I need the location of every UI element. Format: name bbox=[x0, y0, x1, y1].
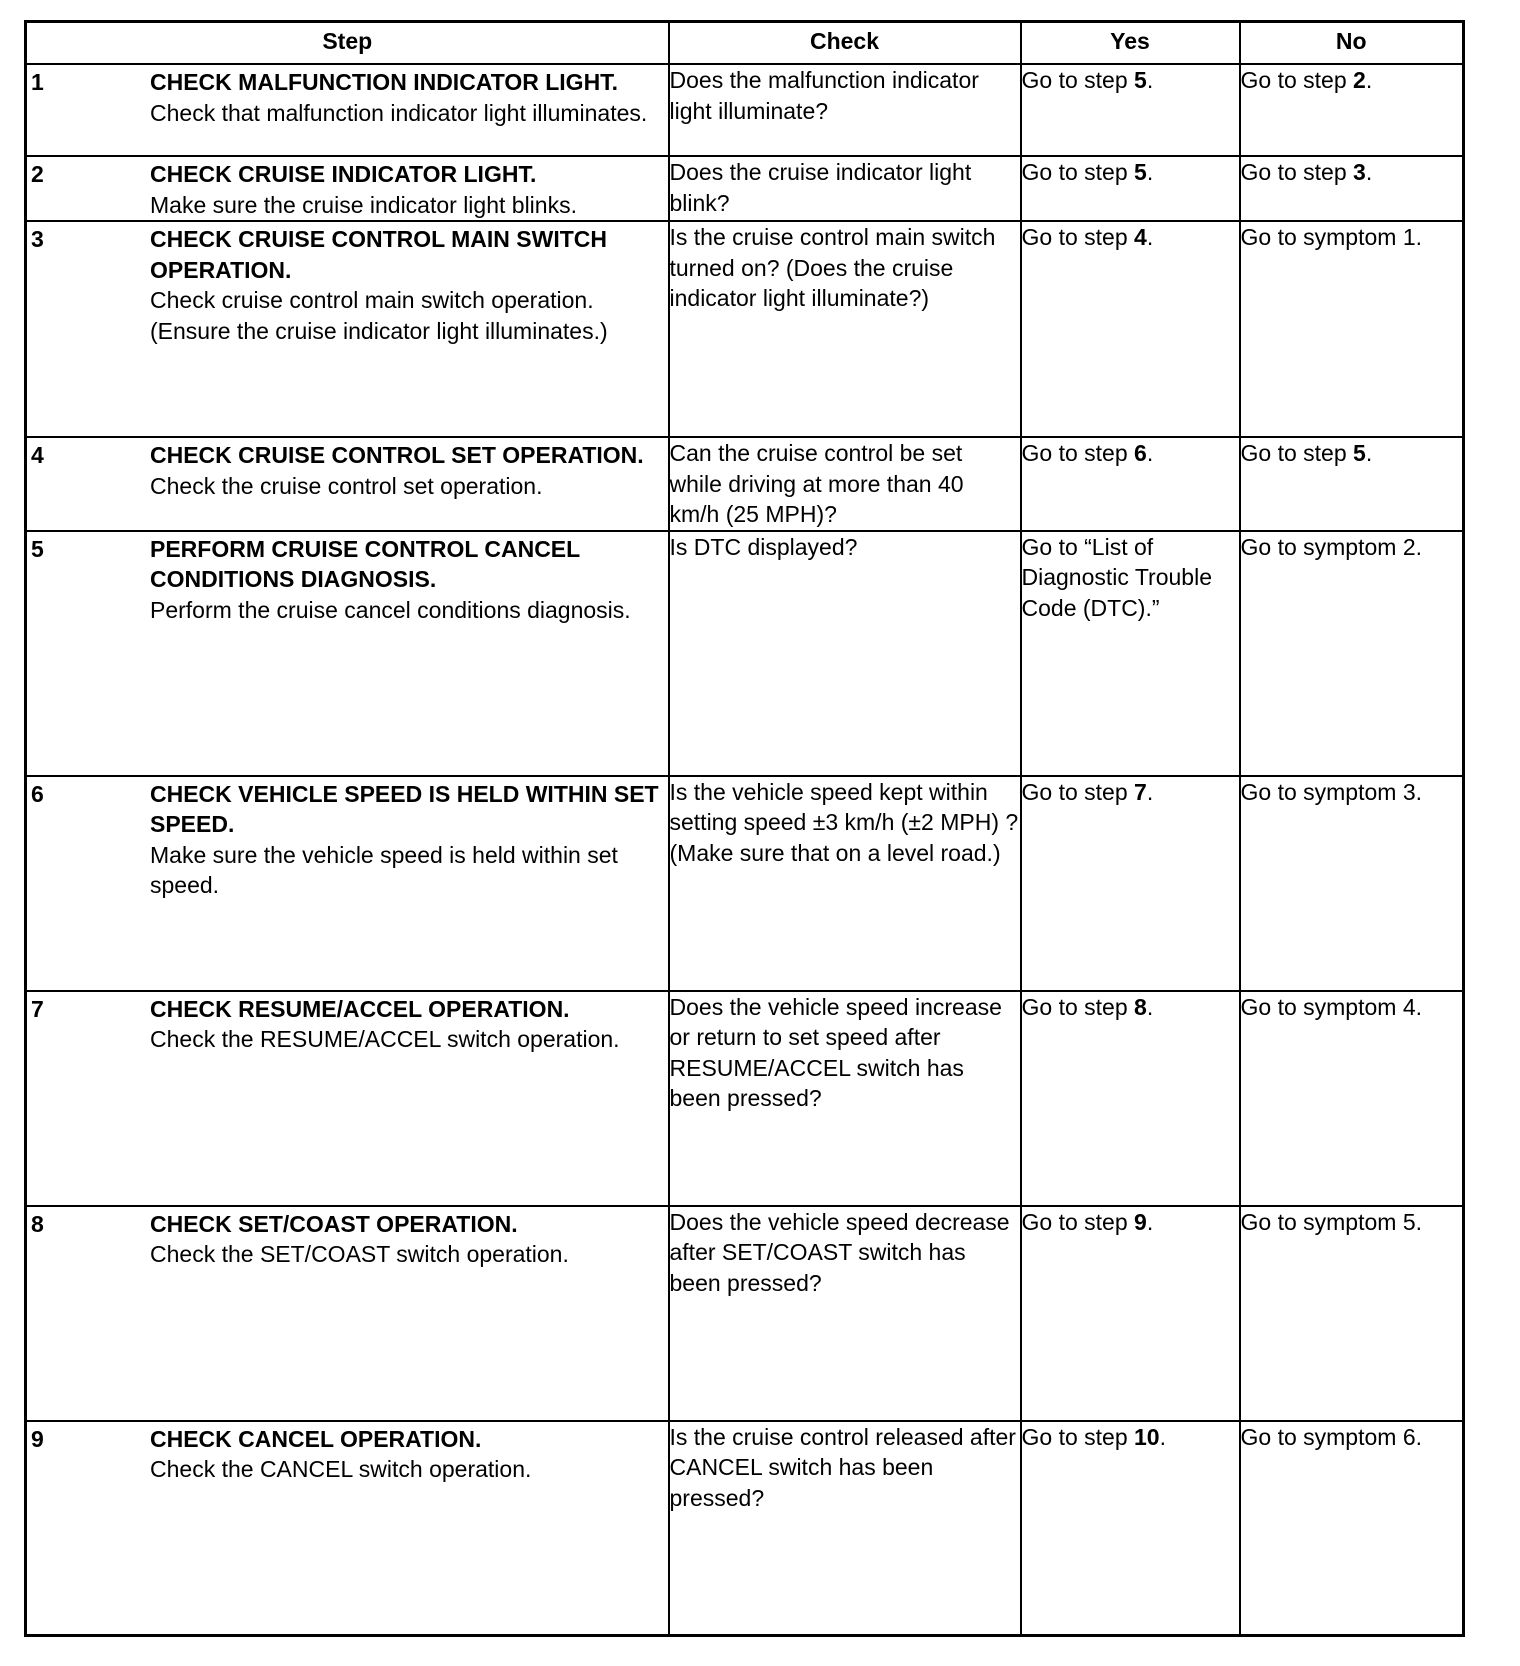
check-cell bbox=[669, 991, 1021, 1206]
step-body bbox=[150, 1422, 668, 1485]
diagnostic-table bbox=[24, 20, 1465, 1637]
yes-cell bbox=[1021, 1421, 1240, 1636]
yes-step-ref: 10 bbox=[1134, 1423, 1160, 1450]
check-cell bbox=[669, 776, 1021, 991]
no-suffix: . bbox=[1365, 159, 1373, 185]
yes-suffix: . bbox=[1146, 224, 1154, 250]
check-cell bbox=[669, 531, 1021, 776]
yes-suffix: . bbox=[1146, 1208, 1154, 1235]
no-action: Go to symptom 6. bbox=[1240, 1423, 1423, 1450]
yes-action: Go to step bbox=[1021, 67, 1135, 93]
no-step-ref: 2 bbox=[1353, 67, 1366, 93]
check-question: Does the cruise indicator light blink? bbox=[669, 159, 972, 216]
step-number: 8 bbox=[31, 1210, 44, 1237]
step-number: 6 bbox=[31, 780, 44, 807]
check-cell bbox=[669, 437, 1021, 531]
step-description: Perform the cruise cancel conditions diagnosis. bbox=[150, 596, 631, 623]
yes-step-ref: 6 bbox=[1134, 440, 1147, 466]
yes-step-ref: 4 bbox=[1134, 224, 1147, 250]
step-title: CHECK RESUME/ACCEL OPERATION. bbox=[150, 995, 570, 1022]
no-cell bbox=[1240, 156, 1464, 221]
header-yes: Yes bbox=[1021, 22, 1240, 65]
step-cell bbox=[26, 991, 669, 1206]
yes-cell bbox=[1021, 531, 1240, 776]
no-action: Go to step bbox=[1240, 67, 1354, 93]
check-question: Is the vehicle speed kept within setting speed ±3 km/h (±2 MPH) ? (Make sure that on a level road.) bbox=[669, 778, 1019, 866]
yes-step-ref: 5 bbox=[1134, 159, 1147, 185]
yes-suffix: . bbox=[1146, 159, 1154, 185]
yes-action: Go to step bbox=[1021, 1423, 1135, 1450]
step-number: 5 bbox=[31, 535, 44, 562]
yes-step-ref: 8 bbox=[1134, 993, 1147, 1020]
yes-suffix: . bbox=[1146, 440, 1154, 466]
table-row bbox=[26, 1206, 1464, 1421]
step-description: Check the SET/COAST switch operation. bbox=[150, 1241, 569, 1267]
step-body bbox=[150, 532, 668, 626]
step-body bbox=[150, 65, 668, 128]
yes-action: Go to step bbox=[1021, 993, 1135, 1020]
yes-action: Go to step bbox=[1021, 224, 1135, 250]
yes-action: Go to step bbox=[1021, 159, 1135, 185]
table-row bbox=[26, 776, 1464, 991]
table-row bbox=[26, 531, 1464, 776]
step-title: CHECK CRUISE CONTROL MAIN SWITCH OPERATION. bbox=[150, 226, 608, 283]
step-title: CHECK MALFUNCTION INDICATOR LIGHT. bbox=[150, 69, 619, 95]
no-cell bbox=[1240, 991, 1464, 1206]
check-cell bbox=[669, 1206, 1021, 1421]
yes-cell bbox=[1021, 776, 1240, 991]
check-question: Does the vehicle speed increase or return to set speed after RESUME/ACCEL switch has been pressed? bbox=[669, 993, 1002, 1111]
step-cell bbox=[26, 531, 669, 776]
no-action: Go to symptom 3. bbox=[1240, 778, 1423, 805]
step-body bbox=[150, 438, 668, 501]
no-cell bbox=[1240, 531, 1464, 776]
no-action: Go to symptom 1. bbox=[1240, 224, 1423, 250]
step-description: Check the CANCEL switch operation. bbox=[150, 1456, 532, 1482]
table-row bbox=[26, 437, 1464, 531]
step-title: CHECK CANCEL OPERATION. bbox=[150, 1425, 482, 1452]
step-body bbox=[150, 222, 668, 346]
step-cell bbox=[26, 221, 669, 437]
check-cell bbox=[669, 64, 1021, 156]
step-title: CHECK SET/COAST OPERATION. bbox=[150, 1210, 518, 1237]
table-row bbox=[26, 991, 1464, 1206]
step-cell bbox=[26, 64, 669, 156]
step-body bbox=[150, 1207, 668, 1270]
step-title: CHECK CRUISE INDICATOR LIGHT. bbox=[150, 161, 537, 187]
step-body bbox=[150, 992, 668, 1055]
check-question: Does the vehicle speed decrease after SET/COAST switch has been pressed? bbox=[669, 1208, 1010, 1296]
header-check: Check bbox=[669, 22, 1021, 65]
step-description: Check that malfunction indicator light illuminates. bbox=[150, 99, 648, 126]
step-number: 9 bbox=[31, 1425, 44, 1452]
check-question: Can the cruise control be set while driving at more than 40 km/h (25 MPH)? bbox=[669, 440, 964, 527]
no-cell bbox=[1240, 221, 1464, 437]
step-cell bbox=[26, 776, 669, 991]
step-description: Check the cruise control set operation. bbox=[150, 472, 543, 499]
yes-action: Go to step bbox=[1021, 778, 1135, 805]
step-title: PERFORM CRUISE CONTROL CANCEL CONDITIONS DIAGNOSIS. bbox=[150, 535, 580, 592]
step-cell bbox=[26, 1206, 669, 1421]
yes-action: Go to step bbox=[1021, 440, 1135, 466]
yes-action: Go to step bbox=[1021, 1208, 1135, 1235]
check-question: Is DTC displayed? bbox=[669, 533, 858, 560]
check-cell bbox=[669, 1421, 1021, 1636]
yes-suffix: . bbox=[1159, 1423, 1166, 1450]
table-row bbox=[26, 1421, 1464, 1636]
no-suffix: . bbox=[1365, 67, 1373, 93]
step-title: CHECK VEHICLE SPEED IS HELD WITHIN SET SPEED. bbox=[150, 780, 659, 837]
yes-cell bbox=[1021, 156, 1240, 221]
check-question: Is the cruise control main switch turned on? (Does the cruise indicator light illuminate?) bbox=[669, 224, 996, 311]
no-cell bbox=[1240, 1206, 1464, 1421]
step-title: CHECK CRUISE CONTROL SET OPERATION. bbox=[150, 442, 644, 468]
check-cell bbox=[669, 221, 1021, 437]
check-question: Is the cruise control released after CANCEL switch has been pressed? bbox=[669, 1423, 1016, 1511]
check-cell bbox=[669, 156, 1021, 221]
header-step: Step bbox=[26, 22, 669, 65]
step-number: 3 bbox=[31, 226, 44, 252]
step-cell bbox=[26, 437, 669, 531]
step-cell bbox=[26, 156, 669, 221]
yes-cell bbox=[1021, 1206, 1240, 1421]
table-row bbox=[26, 64, 1464, 156]
table-row bbox=[26, 156, 1464, 221]
table-row bbox=[26, 221, 1464, 437]
no-action: Go to symptom 4. bbox=[1240, 993, 1423, 1020]
no-step-ref: 3 bbox=[1353, 159, 1366, 185]
no-action: Go to symptom 5. bbox=[1240, 1208, 1423, 1235]
step-number: 7 bbox=[31, 995, 44, 1022]
yes-suffix: . bbox=[1146, 778, 1154, 805]
yes-suffix: . bbox=[1146, 993, 1154, 1020]
no-action: Go to step bbox=[1240, 440, 1354, 466]
yes-suffix: . bbox=[1146, 67, 1154, 93]
yes-cell bbox=[1021, 64, 1240, 156]
step-body bbox=[150, 157, 668, 220]
no-action: Go to step bbox=[1240, 159, 1354, 185]
no-step-ref: 5 bbox=[1353, 440, 1366, 466]
yes-step-ref: 7 bbox=[1134, 778, 1147, 805]
step-description: Check cruise control main switch operation. (Ensure the cruise indicator light illuminates.) bbox=[150, 287, 608, 344]
yes-step-ref: 9 bbox=[1134, 1208, 1147, 1235]
no-action: Go to symptom 2. bbox=[1240, 533, 1423, 560]
step-description: Check the RESUME/ACCEL switch operation. bbox=[150, 1026, 620, 1052]
yes-cell bbox=[1021, 221, 1240, 437]
header-no: No bbox=[1240, 22, 1464, 65]
step-number: 1 bbox=[31, 69, 44, 95]
yes-cell bbox=[1021, 991, 1240, 1206]
header-row bbox=[26, 22, 1464, 65]
step-body bbox=[150, 777, 668, 901]
no-cell bbox=[1240, 776, 1464, 991]
yes-action: Go to “List of Diagnostic Trouble Code (DTC).” bbox=[1021, 533, 1212, 621]
step-description: Make sure the cruise indicator light blinks. bbox=[150, 191, 577, 218]
step-cell bbox=[26, 1421, 669, 1636]
no-suffix: . bbox=[1365, 440, 1373, 466]
step-number: 4 bbox=[31, 442, 44, 468]
no-cell bbox=[1240, 64, 1464, 156]
no-cell bbox=[1240, 437, 1464, 531]
step-number: 2 bbox=[31, 161, 44, 187]
check-question: Does the malfunction indicator light illuminate? bbox=[669, 67, 979, 124]
yes-step-ref: 5 bbox=[1134, 67, 1147, 93]
step-description: Make sure the vehicle speed is held within set speed. bbox=[150, 841, 618, 898]
no-cell bbox=[1240, 1421, 1464, 1636]
yes-cell bbox=[1021, 437, 1240, 531]
